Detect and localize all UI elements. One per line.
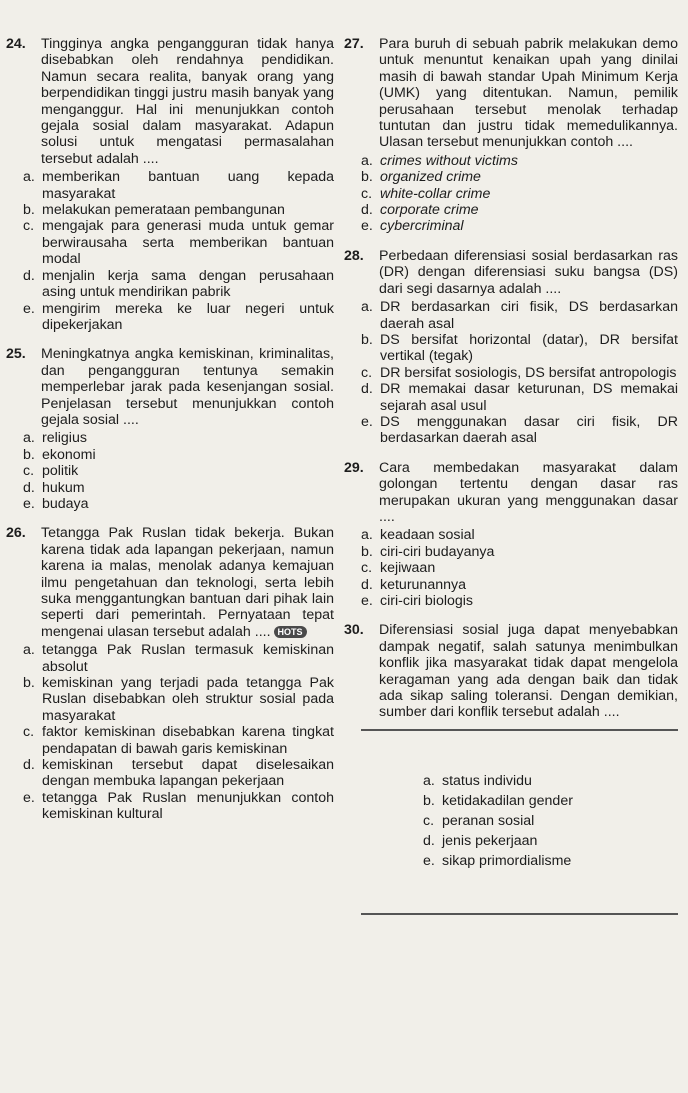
option-letter: d. [23, 757, 35, 774]
hots-badge: HOTS [274, 626, 307, 638]
option-letter: e. [23, 789, 35, 806]
option-text: keturunannya [380, 576, 466, 593]
answer-option[interactable] [23, 757, 334, 790]
option-text: status individu [442, 772, 532, 789]
answer-option[interactable] [361, 365, 678, 381]
option-text: ekonomi [42, 446, 96, 463]
option-letter: d. [23, 267, 35, 284]
option-text: religius [42, 430, 87, 447]
answer-option[interactable] [23, 301, 334, 334]
answer-option[interactable] [361, 381, 678, 414]
question-26 [6, 525, 334, 822]
answer-option[interactable] [23, 496, 334, 512]
option-letter: c. [23, 463, 35, 480]
option-text: politik [42, 463, 79, 480]
option-letter: c. [361, 560, 373, 577]
answer-option[interactable] [23, 430, 334, 446]
question-text [41, 346, 334, 428]
answer-options [6, 169, 334, 333]
question-text-body: Tetangga Pak Ruslan tidak bekerja. Bukan karena tidak ada lapangan pekerjaan, namun karena ia malas, menolak adanya kemajuan ilmu pengetahuan dan teknologi, serta lebih suka menggantungkan bantuan dari pihak lain seperti dari pemerintah. Pernyataan tepat mengenai ulasan tersebut adalah .... [41, 525, 334, 640]
answer-options-box [361, 729, 678, 915]
option-text: sikap primordialisme [442, 852, 572, 869]
question-text-body: Tingginya angka pengangguran tidak hanya disebabkan oleh rendahnya pendidikan. Namun secara realita, banyak orang yang berpendidikan tinggi justru masih banyak yang menganggur. Hal ini menunjukkan contoh gejala sosial dalam masyarakat. Adapun solusi untuk mengatasi permasalahan tersebut adalah .... [41, 36, 334, 167]
question-number: 25. [6, 346, 26, 363]
question-number: 26. [6, 525, 26, 542]
question-text [379, 460, 678, 526]
option-text: DS menggunakan dasar ciri fisik, DR berdasarkan daerah asal [380, 413, 678, 447]
option-text: white-collar crime [380, 185, 491, 202]
answer-option[interactable] [23, 642, 334, 675]
question-28 [344, 248, 678, 447]
answer-option[interactable] [423, 791, 678, 811]
option-text: menjalin kerja sama dengan perusahaan asing untuk mendirikan pabrik [42, 267, 334, 301]
question-text [379, 622, 678, 720]
option-text: tetangga Pak Ruslan menunjukkan contoh kemiskinan kultural [42, 789, 334, 823]
question-stem [344, 460, 678, 526]
option-text: peranan sosial [442, 812, 535, 829]
option-letter: a. [23, 642, 35, 659]
answer-option[interactable] [361, 218, 678, 234]
option-letter: e. [361, 218, 373, 235]
answer-option[interactable] [23, 268, 334, 301]
answer-option[interactable] [361, 593, 678, 609]
option-text: jenis pekerjaan [442, 832, 538, 849]
question-25 [6, 346, 334, 512]
question-24 [6, 36, 334, 333]
answer-option[interactable] [23, 447, 334, 463]
answer-options [344, 299, 678, 447]
option-letter: b. [361, 331, 373, 348]
option-text: memberikan bantuan uang kepada masyarakat [42, 169, 334, 202]
answer-option[interactable] [361, 186, 678, 202]
option-text: hukum [42, 479, 85, 496]
option-letter: a. [361, 152, 373, 169]
answer-option[interactable] [361, 202, 678, 218]
option-text: cybercriminal [380, 218, 464, 235]
option-letter: d. [361, 381, 373, 398]
option-text: kemiskinan tersebut dapat diselesaikan dengan membuka lapangan pekerjaan [42, 757, 334, 790]
answer-option[interactable] [23, 675, 334, 724]
question-text [41, 36, 334, 167]
option-letter: b. [361, 169, 373, 186]
question-number: 24. [6, 36, 26, 52]
answer-option[interactable] [361, 169, 678, 185]
option-letter: e. [23, 300, 35, 317]
option-letter: e. [23, 495, 35, 512]
question-text [379, 248, 678, 297]
answer-option[interactable] [23, 218, 334, 267]
option-letter: d. [423, 832, 435, 849]
answer-option[interactable] [361, 577, 678, 593]
option-text: keadaan sosial [380, 527, 475, 544]
answer-option[interactable] [423, 771, 678, 791]
question-30 [344, 622, 678, 914]
option-text: ciri-ciri budayanya [380, 543, 495, 560]
answer-options [6, 430, 334, 512]
option-letter: c. [423, 812, 435, 829]
option-letter: b. [423, 792, 435, 809]
question-number: 30. [344, 622, 364, 639]
question-stem [344, 622, 678, 720]
option-letter: a. [423, 772, 435, 789]
question-stem [6, 36, 334, 167]
option-letter: e. [423, 852, 435, 869]
option-text: melakukan pemerataan pembangunan [42, 202, 285, 219]
option-text: crimes without victims [380, 152, 518, 169]
option-letter: a. [23, 430, 35, 447]
answer-option[interactable] [23, 790, 334, 823]
answer-option[interactable] [423, 851, 678, 871]
question-text-body: Cara membedakan masyarakat dalam golongan tertentu dengan dasar ras merupakan ukuran yang menggunakan dasar .... [379, 459, 678, 525]
answer-option[interactable] [23, 724, 334, 757]
option-letter: e. [361, 413, 373, 430]
answer-options [344, 527, 678, 609]
answer-option[interactable] [361, 544, 678, 560]
question-number: 29. [344, 459, 364, 476]
option-text: tetangga Pak Ruslan termasuk kemiskinan absolut [42, 642, 334, 675]
option-letter: c. [361, 185, 373, 202]
question-stem [344, 36, 678, 151]
answer-option[interactable] [23, 169, 334, 202]
option-text: DR memakai dasar keturunan, DS memakai sejarah asal usul [380, 381, 678, 414]
option-letter: a. [361, 299, 373, 316]
answer-option[interactable] [361, 527, 678, 543]
answer-option[interactable] [23, 463, 334, 479]
option-text: mengirim mereka ke luar negeri untuk dipekerjakan [42, 300, 334, 333]
option-letter: d. [361, 576, 373, 593]
option-text: mengajak para generasi muda untuk gemar berwirausaha serta memberikan bantuan modal [42, 218, 334, 268]
option-letter: b. [23, 446, 35, 463]
option-letter: c. [23, 724, 35, 741]
option-letter: c. [23, 218, 35, 235]
option-letter: a. [361, 527, 373, 544]
option-letter: a. [23, 169, 35, 186]
answer-option[interactable] [361, 560, 678, 576]
question-stem [344, 248, 678, 297]
question-number: 28. [344, 247, 364, 264]
option-letter: b. [23, 202, 35, 219]
question-text-body: Diferensiasi sosial juga dapat menyebabkan dampak negatif, salah satunya menimbulkan konflik jika masyarakat tidak dapat mengelola keragaman yang ada dengan baik dan tidak ada sikap saling toleransi. Dengan demikian, sumber dari konflik tersebut adalah .... [379, 622, 678, 721]
option-text: DR bersifat sosiologis, DS bersifat antropologis [380, 364, 677, 381]
option-letter: b. [23, 675, 35, 692]
option-text: faktor kemiskinan disebabkan karena tingkat pendapatan di bawah garis kemiskinan [42, 724, 334, 757]
question-text [379, 36, 678, 151]
answer-option[interactable] [361, 414, 678, 447]
option-text: corporate crime [380, 202, 479, 219]
option-letter: d. [361, 202, 373, 219]
option-text: organized crime [380, 169, 481, 186]
option-letter: b. [361, 543, 373, 560]
answer-option[interactable] [423, 811, 678, 831]
option-text: kemiskinan yang terjadi pada tetangga Pak Ruslan disebabkan oleh struktur sosial pada masyarakat [42, 675, 334, 724]
answer-option[interactable] [23, 480, 334, 496]
answer-option[interactable] [361, 299, 678, 332]
question-stem [6, 346, 334, 428]
option-text: DS bersifat horizontal (datar), DR bersifat vertikal (tegak) [380, 331, 678, 365]
question-text-body: Para buruh di sebuah pabrik melakukan demo untuk menuntut kenaikan upah yang dinilai masih di bawah standar Upah Minimum Kerja (UMK) yang ditentukan. Namun, pemilik perusahaan tersebut menolak terhadap tuntutan dan justru tidak memedulikannya. Ulasan tersebut menunjukkan contoh .... [379, 36, 678, 151]
question-27 [344, 36, 678, 235]
question-number: 27. [344, 36, 364, 52]
option-text: ketidakadilan gender [442, 792, 573, 809]
question-stem [6, 525, 334, 640]
option-text: ciri-ciri biologis [380, 593, 474, 609]
answer-option[interactable] [23, 202, 334, 218]
option-letter: c. [361, 364, 373, 381]
option-letter: e. [361, 593, 373, 609]
option-letter: d. [23, 479, 35, 496]
right-column [344, 36, 678, 928]
option-text: DR berdasarkan ciri fisik, DS berdasarkan daerah asal [380, 299, 678, 332]
option-text: budaya [42, 495, 89, 512]
answer-options [6, 642, 334, 822]
answer-options [344, 153, 678, 235]
answer-option[interactable] [423, 831, 678, 851]
option-text: kejiwaan [380, 560, 436, 577]
question-text-body: Meningkatnya angka kemiskinan, kriminalitas, dan pengangguran tentunya semakin memperlebar jarak pada kesenjangan sosial. Penjelasan tersebut menunjukkan contoh gejala sosial .... [41, 346, 334, 428]
left-column [6, 36, 334, 836]
question-text [41, 525, 334, 640]
answer-option[interactable] [361, 153, 678, 169]
question-text-body: Perbedaan diferensiasi sosial berdasarkan ras (DR) dengan diferensiasi suku bangsa (DS) dari segi dasarnya adalah .... [379, 247, 678, 297]
answer-option[interactable] [361, 332, 678, 365]
question-29 [344, 460, 678, 610]
